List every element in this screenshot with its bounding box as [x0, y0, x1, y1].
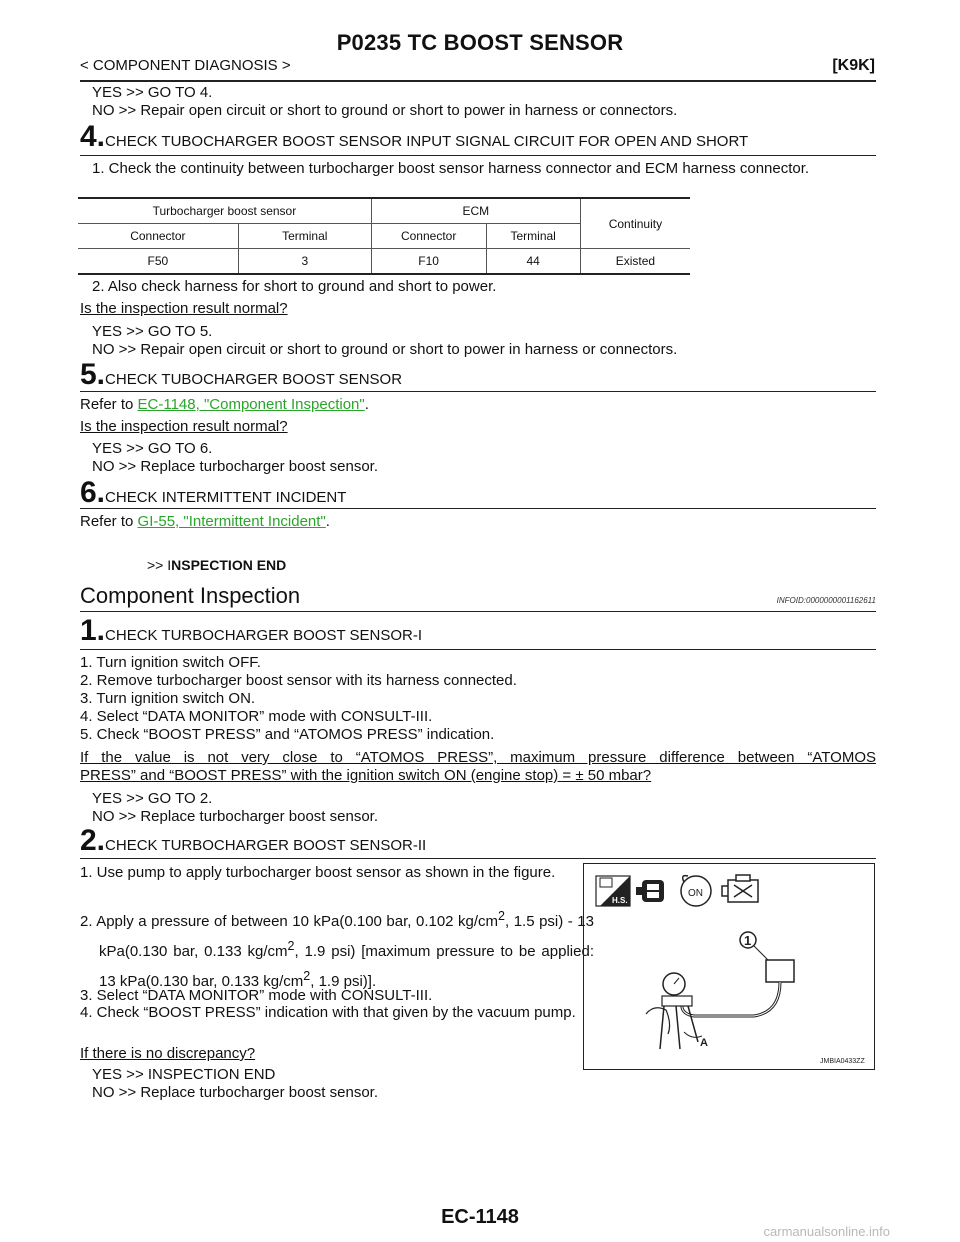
step-number: 1. — [80, 614, 106, 647]
answer-yes: YES >> INSPECTION END — [92, 1066, 276, 1083]
step-rule — [80, 155, 876, 156]
table-subheader: Terminal — [486, 224, 580, 249]
superscript: 2 — [287, 939, 295, 953]
answer-yes: YES >> GO TO 2. — [92, 790, 213, 807]
step-rule — [80, 508, 876, 509]
reference — [80, 513, 330, 530]
procedure-step: 3. Select “DATA MONITOR” mode with CONSULT-III. — [80, 987, 433, 1004]
ignition-on-icon — [681, 876, 711, 906]
info-id: INFOID:0000000001162611 — [776, 596, 876, 605]
check-1-heading — [80, 614, 422, 648]
table-cell: 44 — [486, 249, 580, 275]
answer-yes: YES >> GO TO 6. — [92, 440, 213, 457]
table-subheader: Connector — [78, 224, 238, 249]
text-run: , 1.9 psi)]. — [310, 973, 377, 990]
answer-no: NO >> Replace turbocharger boost sensor. — [92, 808, 378, 825]
instruction: 1. Check the continuity between turbocharger boost sensor harness connector and ECM harness connector. — [92, 160, 810, 177]
step-4-heading — [80, 120, 748, 154]
step-title: CHECK INTERMITTENT INCIDENT — [105, 489, 347, 506]
text-run: , 1.9 psi) [maximum pressure to be applied: 13 kPa(0.130 bar, 0.133 kg/cm — [99, 943, 594, 990]
page-number: EC-1148 — [441, 1206, 519, 1228]
answer-no: NO >> Replace turbocharger boost sensor. — [92, 1084, 378, 1101]
step-number: 2. — [80, 824, 106, 857]
text-run: 2. Apply a pressure of between 10 kPa(0.100 bar, 0.102 kg/cm — [80, 913, 499, 930]
text-run: , 1.5 psi) - 13 kPa(0.130 bar, 0.133 kg/cm — [99, 913, 594, 960]
continuity-table — [78, 197, 690, 275]
answer-no: NO >> Repair open circuit or short to ground or short to power in harness or connectors. — [92, 102, 678, 119]
question: If the value is not very close to “ATOMOS PRESS”, maximum pressure difference between “ATOMOS — [80, 749, 876, 766]
question: Is the inspection result normal? — [80, 300, 288, 317]
table-cell: Existed — [580, 249, 690, 275]
callout-1: 1 — [744, 933, 752, 948]
engine-code: [K9K] — [832, 57, 875, 74]
inspection-end — [147, 557, 286, 573]
list-item: 4. Select “DATA MONITOR” mode with CONSULT-III. — [80, 708, 433, 725]
step-number: 4. — [80, 120, 106, 153]
question: PRESS” and “BOOST PRESS” with the ignition switch ON (engine stop) = ± 50 mbar? — [80, 767, 652, 784]
reference-suffix: . — [364, 396, 369, 413]
procedure-step: 1. Use pump to apply turbocharger boost sensor as shown in the figure. — [80, 864, 556, 881]
reference-link[interactable]: EC-1148, "Component Inspection" — [137, 396, 365, 413]
page-title: P0235 TC BOOST SENSOR — [336, 30, 624, 55]
check-2-heading — [80, 824, 426, 858]
answer-no: NO >> Repair open circuit or short to ground or short to power in harness or connectors. — [92, 341, 678, 358]
superscript: 2 — [303, 969, 311, 983]
step-title: CHECK TURBOCHARGER BOOST SENSOR-II — [105, 837, 427, 854]
pump-illustration — [584, 864, 874, 1069]
table-cell: F50 — [147, 254, 169, 268]
on-label: ON — [688, 888, 703, 899]
step-title: CHECK TUBOCHARGER BOOST SENSOR — [105, 371, 403, 388]
question: Is the inspection result normal? — [80, 418, 288, 435]
callout-a: A — [700, 1037, 708, 1049]
step-title: CHECK TUBOCHARGER BOOST SENSOR INPUT SIGNAL CIRCUIT FOR OPEN AND SHORT — [105, 133, 749, 150]
step-6-heading — [80, 476, 346, 510]
end-prefix: >> I — [147, 557, 172, 573]
figure-code: JMBIA0433ZZ — [820, 1058, 865, 1065]
reference-prefix: Refer to — [80, 513, 138, 530]
connector-icon — [636, 880, 664, 902]
engine-icon — [722, 875, 758, 902]
end-bold: NSPECTION END — [171, 557, 287, 573]
table-subheader: Connector — [371, 224, 486, 249]
list-item: 1. Turn ignition switch OFF. — [80, 654, 261, 671]
answer-yes: YES >> GO TO 4. — [92, 84, 213, 101]
hs-label: H.S. — [612, 896, 628, 905]
table-row — [78, 249, 690, 275]
step-number: 5. — [80, 358, 106, 391]
table-cell: F10 — [371, 249, 486, 275]
superscript: 2 — [498, 909, 505, 923]
service-data-icon — [596, 876, 630, 906]
table-cell: 3 — [238, 249, 371, 275]
question: If there is no discrepancy? — [80, 1045, 256, 1062]
section-heading: Component Inspection — [80, 583, 301, 608]
list-item: 5. Check “BOOST PRESS” and “ATOMOS PRESS” indication. — [80, 726, 495, 743]
list-item: 3. Turn ignition switch ON. — [80, 690, 256, 707]
boost-sensor — [766, 960, 794, 982]
answer-no: NO >> Replace turbocharger boost sensor. — [92, 458, 378, 475]
instruction: 2. Also check harness for short to ground and short to power. — [92, 278, 497, 295]
section-label: < COMPONENT DIAGNOSIS > — [80, 57, 291, 74]
step-title: CHECK TURBOCHARGER BOOST SENSOR-I — [105, 627, 423, 644]
inspection-figure — [583, 863, 875, 1070]
watermark: carmanualsonline.info — [763, 1224, 890, 1239]
reference — [80, 396, 369, 413]
table-header-continuity: Continuity — [580, 198, 690, 249]
answer-yes: YES >> GO TO 5. — [92, 323, 213, 340]
procedure-step — [80, 904, 594, 994]
procedure-step: 4. Check “BOOST PRESS” indication with that given by the vacuum pump. — [80, 1004, 576, 1021]
reference-link[interactable]: GI-55, "Intermittent Incident" — [137, 513, 326, 530]
header-rule — [80, 80, 876, 82]
list-item: 2. Remove turbocharger boost sensor with its harness connected. — [80, 672, 517, 689]
step-rule — [80, 858, 876, 859]
reference-suffix: . — [325, 513, 330, 530]
table-header-ecm: ECM — [371, 198, 580, 224]
step-5-heading — [80, 358, 402, 392]
reference-prefix: Refer to — [80, 396, 138, 413]
table-subheader: Terminal — [238, 224, 371, 249]
step-rule — [80, 391, 876, 392]
step-number: 6. — [80, 476, 106, 509]
section-rule — [80, 611, 876, 612]
table-header-sensor: Turbocharger boost sensor — [78, 198, 371, 224]
step-rule — [80, 649, 876, 650]
